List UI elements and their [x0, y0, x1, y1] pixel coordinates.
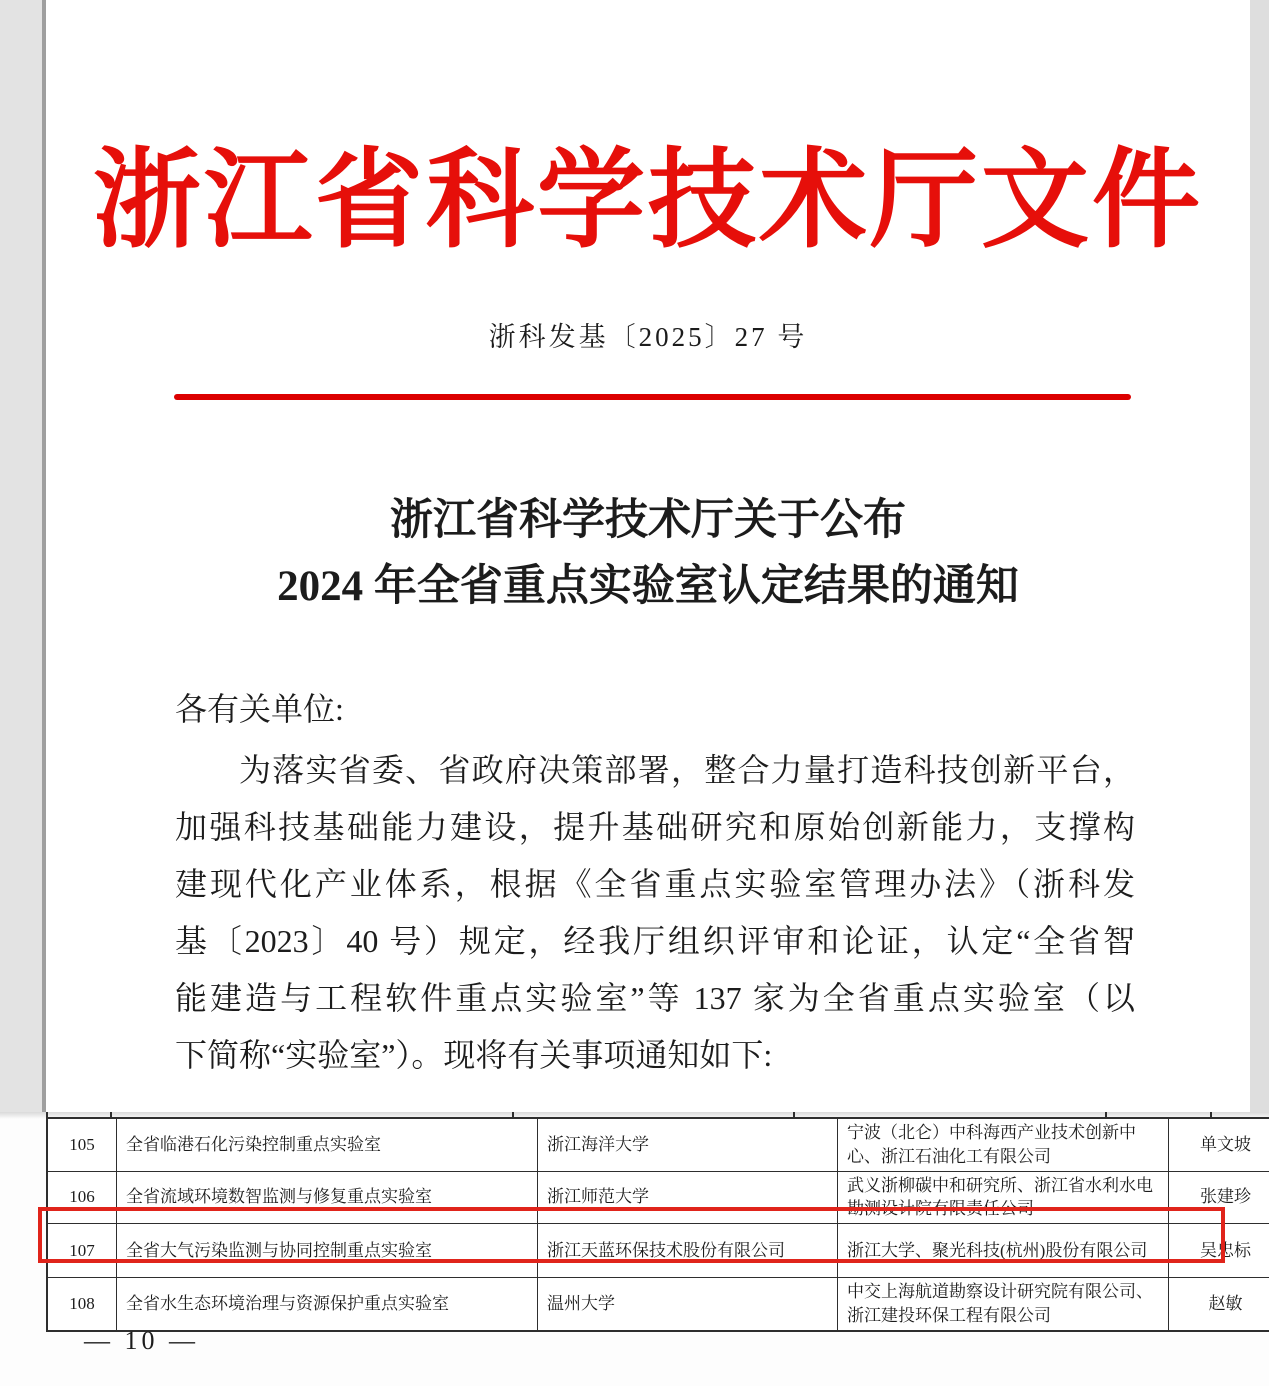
body-paragraph	[175, 742, 1135, 1084]
body-line: 为落实省委、省政府决策部署，整合力量打造科技创新平台，	[239, 752, 1135, 789]
cell-lab: 全省水生态环境治理与资源保护重点实验室	[117, 1278, 538, 1331]
notice-title	[46, 488, 1250, 620]
cell-inst: 浙江师范大学	[538, 1171, 838, 1224]
table-cut-stub	[1105, 1112, 1107, 1119]
body-line: 能建造与工程软件重点实验室”等 137 家为全省重点实验室（以	[175, 980, 1135, 1017]
page-number: — 10 —	[84, 1326, 199, 1355]
table-cut-stub	[1210, 1112, 1212, 1119]
table-row	[47, 1171, 1269, 1224]
cell-inst: 浙江海洋大学	[538, 1118, 838, 1171]
cell-inst: 浙江天蓝环保技术股份有限公司	[538, 1224, 838, 1278]
notice-title-line2: 2024 年全省重点实验室认定结果的通知	[277, 563, 1019, 611]
salutation: 各有关单位:	[175, 691, 344, 728]
cell-lab: 全省流域环境数智监测与修复重点实验室	[117, 1171, 538, 1224]
cell-leader: 单文坡	[1169, 1118, 1269, 1171]
lab-table	[46, 1117, 1269, 1332]
red-separator-rule	[174, 394, 1131, 400]
cell-lab: 全省大气污染监测与协同控制重点实验室	[117, 1224, 538, 1278]
body-line: 加强科技基础能力建设，提升基础研究和原始创新能力，支撑构	[175, 809, 1135, 846]
table-row	[47, 1278, 1269, 1331]
cell-partners: 宁波（北仑）中科海西产业技术创新中心、浙江石油化工有限公司	[838, 1118, 1169, 1171]
cell-lab: 全省临港石化污染控制重点实验室	[117, 1118, 538, 1171]
table-cut-stub	[793, 1112, 795, 1119]
document-header-title: 浙江省科学技术厅文件	[92, 142, 1203, 261]
table-row	[47, 1118, 1269, 1171]
document-page	[42, 0, 1250, 1112]
cell-leader: 赵敏	[1169, 1278, 1269, 1331]
table-row-highlighted	[47, 1224, 1269, 1278]
cell-partners: 中交上海航道勘察设计研究院有限公司、浙江建投环保工程有限公司	[838, 1278, 1169, 1331]
notice-title-line1: 浙江省科学技术厅关于公布	[390, 497, 906, 545]
table-cut-stub	[512, 1112, 514, 1119]
scan-left-margin	[0, 0, 42, 1112]
body-line: 建现代化产业体系，根据《全省重点实验室管理办法》（浙科发	[175, 866, 1135, 903]
cell-inst: 温州大学	[538, 1278, 838, 1331]
document-number: 浙科发基〔2025〕27 号	[488, 322, 808, 353]
lab-table-body	[47, 1118, 1269, 1331]
cell-partners: 武义浙柳碳中和研究所、浙江省水利水电勘测设计院有限责任公司	[838, 1171, 1169, 1224]
body-line: 下简称“实验室”）。现将有关事项通知如下:	[175, 1037, 773, 1074]
table-cut-stub	[46, 1112, 48, 1119]
scan-right-margin	[1248, 0, 1269, 1112]
body-line: 基〔2023〕40 号）规定，经我厅组织评审和论证，认定“全省智	[175, 923, 1135, 960]
cell-no: 105	[47, 1118, 117, 1171]
cell-no: 106	[47, 1171, 117, 1224]
cell-partners: 浙江大学、聚光科技(杭州)股份有限公司	[838, 1224, 1169, 1278]
cell-no: 108	[47, 1278, 117, 1331]
cell-no: 107	[47, 1224, 117, 1278]
cell-leader: 张建珍	[1169, 1171, 1269, 1224]
cell-leader: 吴忠标	[1169, 1224, 1269, 1278]
table-cut-stub	[110, 1112, 112, 1119]
